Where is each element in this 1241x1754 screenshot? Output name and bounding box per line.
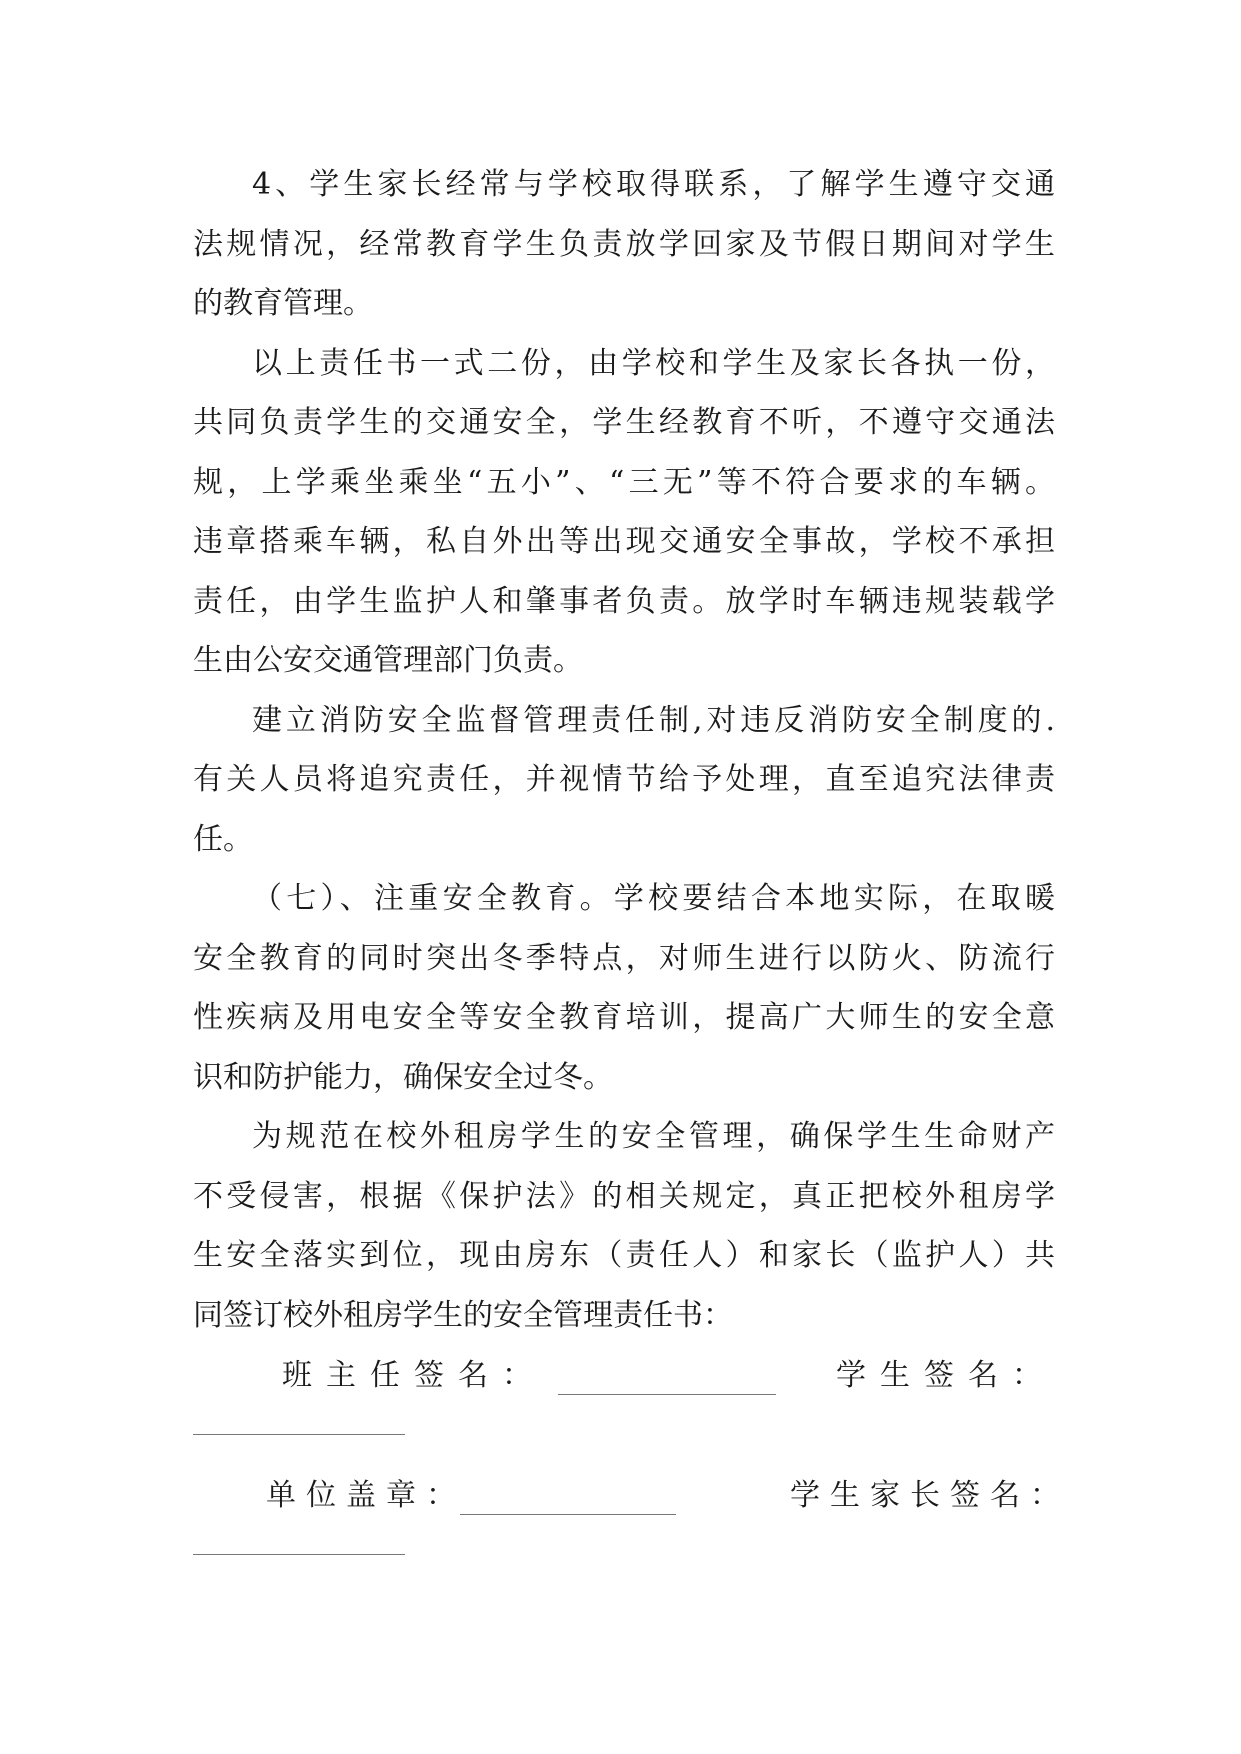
student-signature-field[interactable] (193, 1434, 405, 1435)
paragraph-line: 有关人员将追究责任，并视情节给予处理，直至追究法律责 (193, 762, 1055, 797)
paragraph-line: 识和防护能力，确保安全过冬。 (193, 1060, 613, 1095)
teacher-signature-label: 班主任签名： (282, 1358, 546, 1393)
paragraph-line: 同签订校外租房学生的安全管理责任书： (193, 1298, 733, 1333)
paragraph-line: 责任，由学生监护人和肇事者负责。放学时车辆违规装载学 (193, 584, 1055, 619)
paragraph-line: 生安全落实到位，现由房东（责任人）和家长（监护人）共 (193, 1238, 1055, 1273)
unit-seal-field[interactable] (460, 1514, 676, 1515)
paragraph-line: 的教育管理。 (193, 286, 373, 321)
paragraph-line: 以上责任书一式二份，由学校和学生及家长各执一份， (252, 346, 1055, 381)
paragraph-line: 规，上学乘坐乘坐“五小”、“三无”等不符合要求的车辆。 (193, 465, 1055, 500)
teacher-signature-field[interactable] (558, 1394, 776, 1395)
paragraph-line: 安全教育的同时突出冬季特点，对师生进行以防火、防流行 (193, 941, 1055, 976)
paragraph-line: 4、学生家长经常与学校取得联系，了解学生遵守交通 (252, 167, 1055, 202)
student-signature-label: 学生签名： (836, 1358, 1056, 1393)
paragraph-line: 建立消防安全监督管理责任制,对违反消防安全制度的. (252, 703, 1055, 738)
unit-seal-label: 单位盖章： (266, 1478, 466, 1513)
paragraph-line: 性疾病及用电安全等安全教育培训，提高广大师生的安全意 (193, 1000, 1055, 1035)
paragraph-line: 为规范在校外租房学生的安全管理，确保学生生命财产 (252, 1119, 1055, 1154)
paragraph-line: （七）、注重安全教育。学校要结合本地实际，在取暖 (252, 881, 1055, 916)
parent-signature-field[interactable] (193, 1554, 405, 1555)
paragraph-line: 违章搭乘车辆，私自外出等出现交通安全事故，学校不承担 (193, 524, 1055, 559)
paragraph-line: 生由公安交通管理部门负责。 (193, 643, 583, 678)
paragraph-line: 共同负责学生的交通安全，学生经教育不听，不遵守交通法 (193, 405, 1055, 440)
paragraph-line: 不受侵害，根据《保护法》的相关规定，真正把校外租房学 (193, 1179, 1055, 1214)
parent-signature-label: 学生家长签名： (790, 1478, 1070, 1513)
paragraph-line: 法规情况，经常教育学生负责放学回家及节假日期间对学生 (193, 227, 1055, 262)
paragraph-line: 任。 (193, 822, 253, 857)
